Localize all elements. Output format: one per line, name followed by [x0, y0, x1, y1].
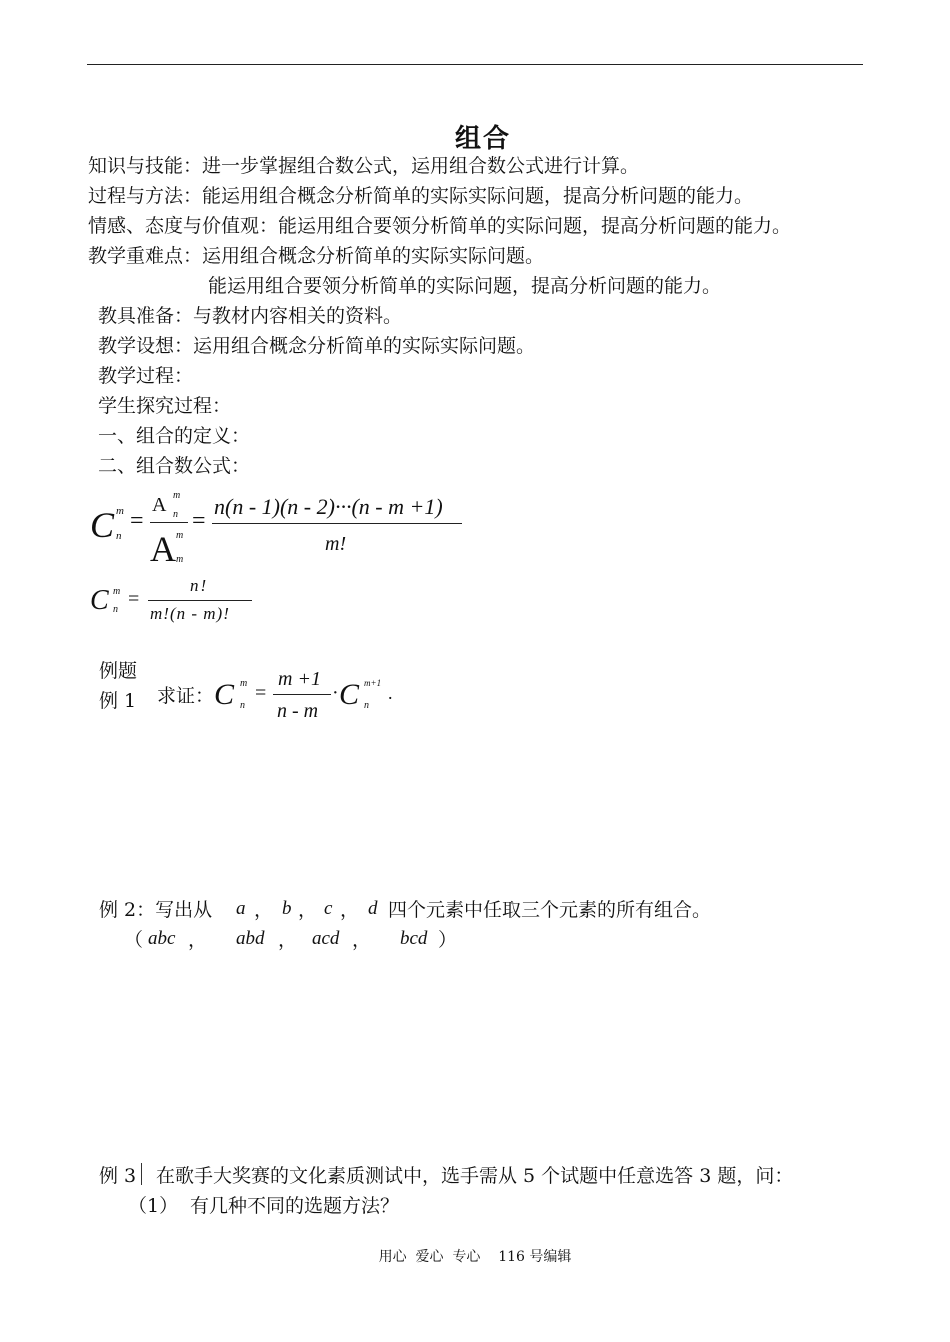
- e1-sub-n: n: [240, 700, 245, 711]
- f2-denominator: m!(n - m)!: [150, 604, 230, 623]
- e1-eq: =: [255, 682, 267, 704]
- example-2-answer-open: （: [124, 929, 144, 951]
- section-definition: 一、组合的定义：: [98, 425, 251, 447]
- f2-C: C: [90, 585, 109, 616]
- example-2-answer-sep-1: ，: [188, 929, 208, 951]
- example-2-answer-2: abd: [236, 928, 265, 949]
- page-footer: 用心 爱心 专心 116 号编辑: [378, 1249, 572, 1265]
- example-2-var-c: c: [324, 898, 333, 919]
- f1-sub-n: n: [116, 530, 122, 542]
- f2-numerator: n!: [190, 576, 209, 595]
- example-2-label: 例 2：写出从: [99, 899, 213, 921]
- teaching-process: 教学过程：: [98, 365, 194, 387]
- section-formula: 二、组合数公式：: [98, 455, 251, 477]
- f1-numerator: n(n - 1)(n - 2)···(n - m +1): [214, 494, 443, 519]
- objective-emotion: 情感、态度与价值观：能运用组合要领分析简单的实际问题，提高分析问题的能力。: [88, 215, 792, 237]
- example-3-q1-number: （1）: [128, 1195, 179, 1217]
- example-2-var-a: a: [236, 898, 246, 919]
- e1-sup-m: m: [240, 678, 248, 689]
- f1-fraction-bar-2: [212, 523, 462, 524]
- example-2-sep-2: ，: [298, 899, 318, 921]
- example-2-answer-sep-2: ，: [278, 929, 298, 951]
- e1-C: C: [214, 678, 235, 711]
- f2-fraction-bar: [148, 600, 252, 601]
- f1-eq-2: =: [192, 508, 206, 534]
- f1-A-num: A: [152, 494, 167, 516]
- key-difficulty: 教学重难点：运用组合概念分析简单的实际实际问题。: [88, 245, 545, 267]
- f1-A-den-sup: m: [176, 530, 184, 541]
- f1-C: C: [90, 505, 115, 545]
- example-2-answer-4: bcd: [400, 928, 428, 949]
- f1-A-den: A: [150, 529, 176, 569]
- e1-dot: ·: [332, 682, 339, 704]
- examples-heading: 例题: [99, 660, 138, 682]
- f1-A-num-sub: n: [173, 509, 178, 520]
- text-cursor: [141, 1163, 142, 1185]
- example-2-answer-1: abc: [148, 928, 176, 949]
- example-2-sep-3: ，: [340, 899, 360, 921]
- example-2-sep-1: ，: [254, 899, 274, 921]
- objective-process: 过程与方法：能运用组合概念分析简单的实际实际问题，提高分析问题的能力。: [88, 185, 754, 207]
- objective-knowledge: 知识与技能：进一步掌握组合数公式，运用组合数公式进行计算。: [88, 155, 640, 177]
- teaching-aids: 教具准备：与教材内容相关的资料。: [98, 305, 403, 327]
- e1-sup2: m+1: [364, 678, 382, 688]
- example-3-text: 在歌手大奖赛的文化素质测试中，选手需从 5 个试题中任意选答 3 题，问：: [156, 1165, 794, 1187]
- example-2-answer-close: ）: [438, 929, 458, 951]
- f1-A-den-sub: m: [176, 554, 184, 565]
- example-2-answer-sep-3: ，: [352, 929, 372, 951]
- e1-fraction-bar: [273, 694, 331, 695]
- example-3-q1-text: 有几种不同的选题方法？: [190, 1195, 400, 1217]
- e1-numerator: m +1: [278, 668, 321, 690]
- f1-eq-1: =: [130, 508, 144, 534]
- f2-sub-n: n: [113, 604, 118, 615]
- teaching-idea: 教学设想：运用组合概念分析简单的实际实际问题。: [98, 335, 536, 357]
- example-3-label: 例 3: [99, 1165, 137, 1187]
- f1-fraction-bar-1: [150, 522, 188, 523]
- e1-end: .: [388, 683, 393, 703]
- f2-sup-m: m: [113, 586, 121, 597]
- example-1-prove: 求证：: [157, 685, 215, 707]
- key-difficulty-2: 能运用组合要领分析简单的实际问题，提高分析问题的能力。: [208, 275, 722, 297]
- f1-denominator: m!: [325, 533, 347, 555]
- example-2-answer-3: acd: [312, 928, 340, 949]
- page-title: 组合: [454, 124, 511, 154]
- header-rule: [87, 64, 863, 65]
- f1-A-num-sup: m: [173, 490, 181, 501]
- e1-sub2-n: n: [364, 700, 369, 711]
- example-2-var-d: d: [368, 898, 378, 919]
- f1-sup-m: m: [116, 505, 124, 517]
- f2-eq: =: [128, 588, 140, 610]
- example-2-var-b: b: [282, 898, 292, 919]
- example-1-label: 例 1: [99, 690, 137, 712]
- example-2-tail: 四个元素中任取三个元素的所有组合。: [388, 899, 712, 921]
- student-exploration: 学生探究过程：: [98, 395, 232, 417]
- e1-denominator: n - m: [277, 700, 319, 722]
- e1-C2: C: [339, 678, 360, 711]
